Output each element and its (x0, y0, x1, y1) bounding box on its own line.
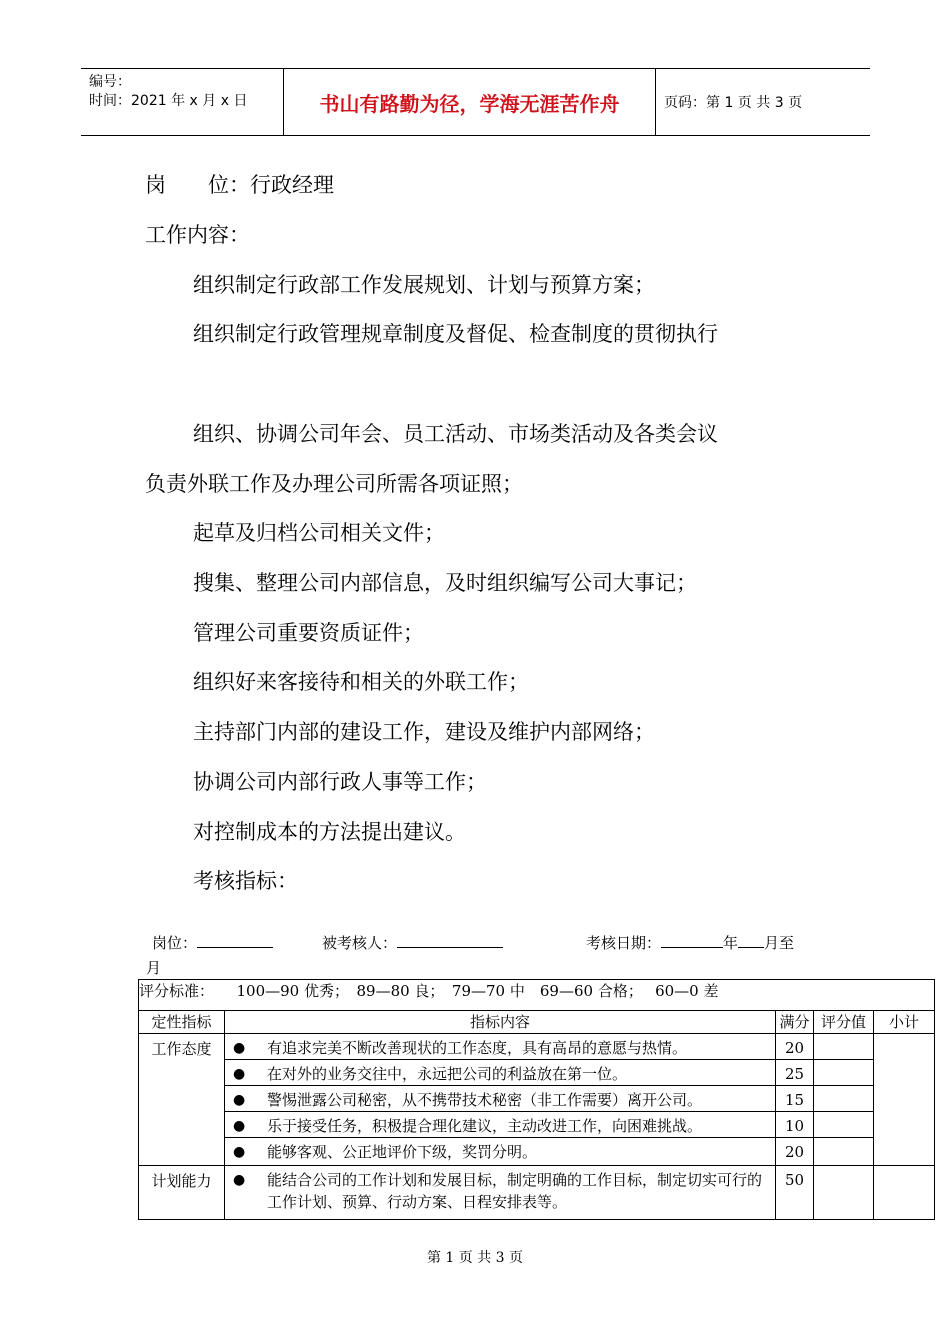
page-footer: 第 1 页 共 3 页 (426, 1250, 524, 1266)
item-text: 能结合公司的工作计划和发展目标，制定明确的工作目标，制定切实可行的工作计划、预算、行动方案、日程安排表等。 (267, 1171, 763, 1211)
bullet-icon: ● (233, 1144, 246, 1160)
date-meta (586, 933, 794, 953)
assessment-meta (152, 933, 273, 953)
year-label: 年 (723, 934, 739, 952)
duty-item: 组织制定行政部工作发展规划、计划与预算方案； (193, 273, 655, 297)
page-header (81, 68, 870, 136)
score-value-cell (814, 1034, 874, 1060)
full-score: 25 (776, 1060, 814, 1086)
column-header: 小计 (874, 1011, 935, 1034)
bullet-icon: ● (233, 1040, 246, 1056)
item-cell (225, 1138, 776, 1166)
month-end-label: 月 (146, 959, 162, 977)
item-cell (225, 1112, 776, 1138)
category-cell: 工作态度 (139, 1034, 225, 1166)
duty-item: 协调公司内部行政人事等工作； (193, 770, 487, 794)
position-blank (197, 933, 273, 948)
score-value-cell (814, 1060, 874, 1086)
column-header: 定性指标 (139, 1011, 225, 1034)
content-heading: 工作内容： (145, 223, 250, 247)
duty-item: 起草及归档公司相关文件； (193, 521, 445, 545)
year-blank (661, 933, 723, 948)
table-row (139, 1138, 935, 1166)
duty-item: 组织、协调公司年会、员工活动、市场类活动及各类会议 (193, 422, 718, 446)
subtotal-cell (874, 1166, 935, 1220)
bullet-icon: ● (233, 1172, 246, 1188)
item-text: 警惕泄露公司秘密，从不携带技术秘密（非工作需要）离开公司。 (267, 1091, 703, 1109)
assessee-blank (397, 933, 503, 948)
position-line: 岗 位：行政经理 (145, 173, 334, 197)
score-value-cell (814, 1138, 874, 1166)
duty-item: 组织制定行政管理规章制度及督促、检查制度的贯彻执行 (193, 322, 718, 346)
subtotal-cell (874, 1034, 935, 1166)
item-text: 能够客观、公正地评价下级，奖罚分明。 (267, 1143, 538, 1161)
duty-item: 负责外联工作及办理公司所需各项证照； (145, 472, 523, 496)
header-meta (81, 69, 284, 135)
item-text: 在对外的业务交往中，永远把公司的利益放在第一位。 (267, 1065, 628, 1083)
month-blank (738, 933, 764, 948)
kpi-heading: 考核指标： (193, 869, 298, 893)
item-text: 有追求完美不断改善现状的工作态度，具有高昂的意愿与热情。 (267, 1039, 688, 1057)
table-row (139, 1166, 935, 1220)
table-row (139, 1034, 935, 1060)
full-score: 15 (776, 1086, 814, 1112)
duty-item: 管理公司重要资质证件； (193, 621, 424, 645)
score-value-cell (814, 1086, 874, 1112)
assessee-label: 被考核人： (322, 934, 398, 952)
duty-item: 对控制成本的方法提出建议。 (193, 820, 466, 844)
scoring-standard: 评分标准： 100—90 优秀； 89—80 良； 79—70 中 69—60 合格； 60—0 差 (139, 980, 935, 1011)
column-header: 指标内容 (225, 1011, 776, 1034)
assessee-meta (322, 933, 503, 953)
full-score: 10 (776, 1112, 814, 1138)
scoring-standard-row (139, 980, 935, 1011)
item-cell (225, 1060, 776, 1086)
column-header: 满分 (776, 1011, 814, 1034)
column-header: 评分值 (814, 1011, 874, 1034)
full-score: 20 (776, 1138, 814, 1166)
bullet-icon: ● (233, 1118, 246, 1134)
score-value-cell (814, 1112, 874, 1138)
score-value-cell (814, 1166, 874, 1220)
assessment-table (138, 979, 935, 1220)
full-score: 50 (776, 1166, 814, 1220)
header-motto (284, 69, 656, 135)
position-label: 岗位： (152, 934, 198, 952)
full-score: 20 (776, 1034, 814, 1060)
motto-text: 书山有路勤为径，学海无涯苦作舟 (319, 91, 620, 116)
month-to-label: 月至 (764, 934, 795, 952)
category-cell: 计划能力 (139, 1166, 225, 1220)
bullet-icon: ● (233, 1092, 246, 1108)
table-row (139, 1112, 935, 1138)
item-cell (225, 1166, 776, 1220)
duty-item: 组织好来客接待和相关的外联工作； (193, 670, 529, 694)
time-label: 时间：2021 年 x 月 x 日 (89, 93, 248, 109)
duty-item: 主持部门内部的建设工作，建设及维护内部网络； (193, 720, 655, 744)
item-cell (225, 1034, 776, 1060)
item-cell (225, 1086, 776, 1112)
table-row (139, 1086, 935, 1112)
date-label: 考核日期： (586, 934, 662, 952)
table-row (139, 1060, 935, 1086)
bullet-icon: ● (233, 1066, 246, 1082)
duty-item: 搜集、整理公司内部信息，及时组织编写公司大事记； (193, 571, 697, 595)
header-page-info: 页码：第 1 页 共 3 页 (664, 95, 803, 111)
number-label: 编号： (89, 74, 131, 90)
item-text: 乐于接受任务，积极提合理化建议，主动改进工作，向困难挑战。 (267, 1117, 703, 1135)
table-header-row (139, 1011, 935, 1034)
